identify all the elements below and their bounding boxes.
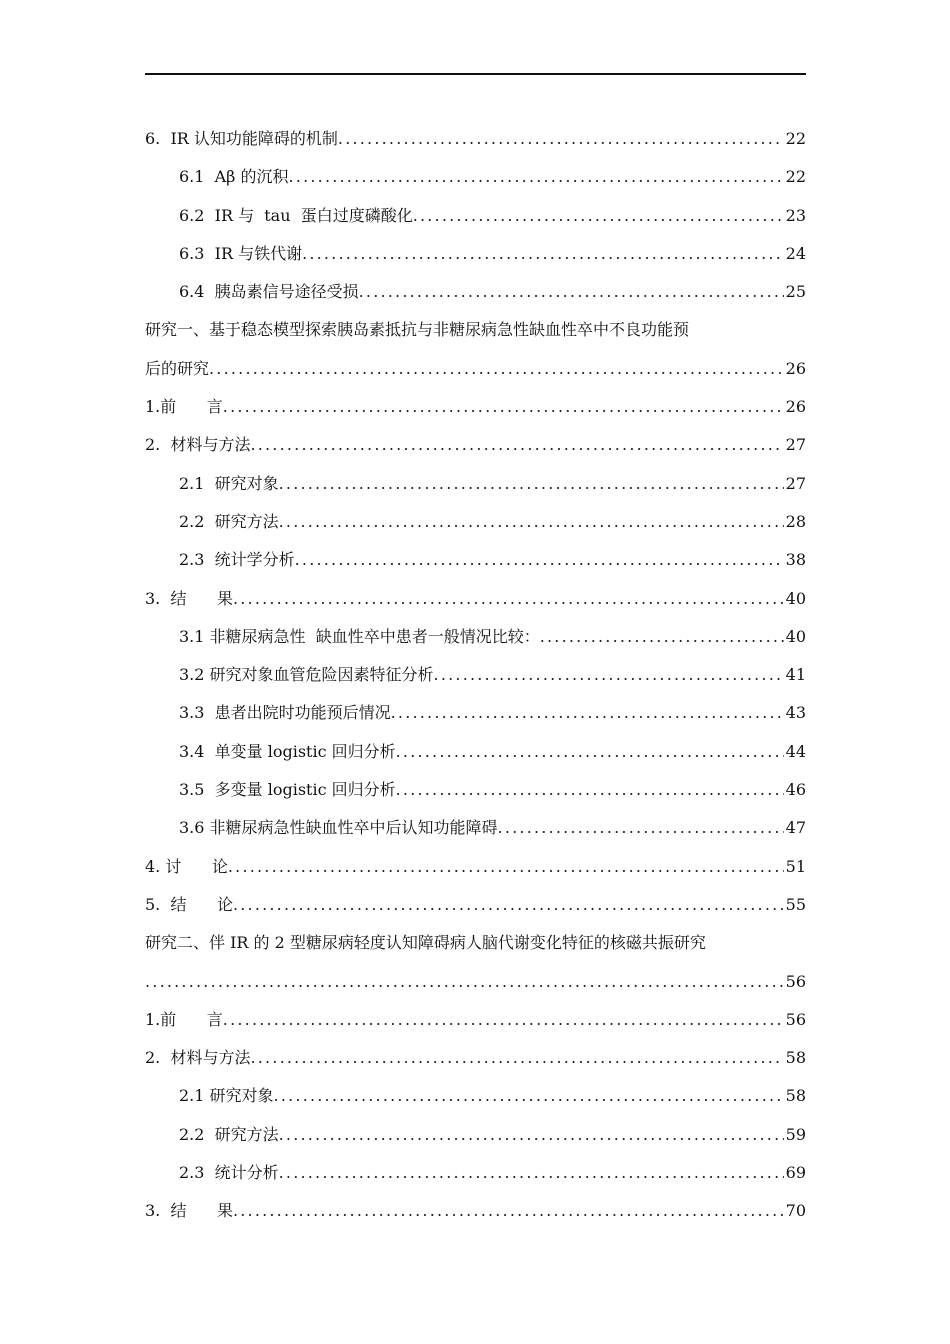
toc-entry: [145, 197, 806, 235]
toc-leader-dots: [434, 656, 784, 694]
toc-entry: [145, 350, 806, 388]
toc-entry-title: 3. 结 果: [145, 588, 233, 608]
toc-entry-page: 40: [785, 588, 806, 608]
toc-entry: [145, 809, 806, 847]
toc-leader-dots: [302, 235, 784, 273]
toc-entry: [145, 1192, 806, 1230]
toc-entry: [145, 1039, 806, 1077]
toc-entry-page: 59: [785, 1124, 806, 1144]
toc-entry-heading-line1: [145, 924, 806, 962]
toc-entry-title: 6.1 Aβ 的沉积: [179, 167, 289, 187]
toc-entry: [145, 273, 806, 311]
toc-entry-title: 2.2 研究方法: [179, 511, 279, 531]
toc-entry-page: 24: [785, 243, 806, 263]
toc-entry-page: 27: [785, 473, 806, 493]
toc-entry-page: 27: [785, 435, 806, 455]
toc-leader-dots: [228, 848, 784, 886]
toc-entry-title: 2.3 统计学分析: [179, 550, 295, 570]
toc-entry: [145, 158, 806, 196]
toc-entry-page: 55: [785, 894, 806, 914]
toc-entry: [145, 771, 806, 809]
table-of-contents: [145, 120, 806, 1231]
toc-entry-title: 2.1 研究对象: [179, 473, 279, 493]
toc-entry: [145, 733, 806, 771]
toc-entry-page: 23: [785, 205, 806, 225]
toc-leader-dots: [338, 120, 784, 158]
toc-entry-page: 58: [785, 1048, 806, 1068]
toc-entry-page: 43: [785, 703, 806, 723]
toc-entry-title: 3.3 患者出院时功能预后情况: [179, 703, 391, 723]
toc-entry-title: 6.2 IR 与 tau 蛋白过度磷酸化: [179, 205, 413, 225]
toc-entry-page: 28: [785, 511, 806, 531]
toc-entry-page: 56: [785, 971, 806, 991]
toc-entry: [145, 1001, 806, 1039]
toc-entry-title: 5. 结 论: [145, 894, 233, 914]
toc-entry-heading-line1: [145, 311, 806, 349]
toc-entry: [145, 886, 806, 924]
toc-entry-page: 38: [785, 550, 806, 570]
toc-entry: [145, 1154, 806, 1192]
toc-leader-dots: [223, 1001, 784, 1039]
toc-entry-page: 56: [785, 1009, 806, 1029]
toc-leader-dots: [233, 580, 784, 618]
toc-entry-title: 4. 讨 论: [145, 856, 228, 876]
toc-leader-dots: [279, 465, 784, 503]
toc-entry-title: 2. 材料与方法: [145, 1048, 251, 1068]
toc-entry: [145, 694, 806, 732]
toc-entry-page: 40: [785, 626, 806, 646]
toc-entry: [145, 1116, 806, 1154]
toc-entry: [145, 656, 806, 694]
toc-entry: [145, 1077, 806, 1115]
toc-entry-page: 26: [785, 358, 806, 378]
toc-entry: [145, 848, 806, 886]
toc-entry: [145, 120, 806, 158]
toc-leader-dots: [498, 809, 784, 847]
toc-entry: [145, 235, 806, 273]
toc-entry: [145, 580, 806, 618]
toc-entry: [145, 503, 806, 541]
toc-entry-page: 47: [785, 818, 806, 838]
toc-leader-dots: [274, 1077, 784, 1115]
toc-entry: [145, 426, 806, 464]
toc-entry-title: 3.5 多变量 logistic 回归分析: [179, 780, 396, 800]
toc-leader-dots: [250, 1039, 783, 1077]
toc-entry-title: 3.4 单变量 logistic 回归分析: [179, 741, 396, 761]
toc-entry-title-line1: 研究二、伴 IR 的 2 型糖尿病轻度认知障碍病人脑代谢变化特征的核磁共振研究: [145, 933, 706, 953]
toc-leader-dots: [279, 503, 784, 541]
toc-entry-title: 1.前 言: [145, 397, 223, 417]
toc-entry: [145, 618, 806, 656]
toc-entry-title: 2.1 研究对象: [179, 1086, 274, 1106]
toc-entry-page: 41: [785, 665, 806, 685]
toc-leader-dots: [145, 963, 784, 1001]
toc-leader-dots: [396, 733, 784, 771]
toc-leader-dots: [391, 694, 784, 732]
toc-entry-title-line1: 研究一、基于稳态模型探索胰岛素抵抗与非糖尿病急性缺血性卒中不良功能预: [145, 320, 690, 340]
toc-leader-dots: [359, 273, 784, 311]
toc-entry-title: 6.3 IR 与铁代谢: [179, 243, 303, 263]
toc-entry-title: 3.6 非糖尿病急性缺血性卒中后认知功能障碍: [179, 818, 498, 838]
toc-entry-page: 44: [785, 741, 806, 761]
toc-leader-dots: [540, 618, 784, 656]
toc-entry-title: 3. 结 果: [145, 1201, 233, 1221]
toc-entry: [145, 465, 806, 503]
toc-leader-dots: [233, 1192, 784, 1230]
toc-entry-page: 22: [785, 167, 806, 187]
toc-entry-page: 26: [785, 397, 806, 417]
toc-leader-dots: [250, 426, 783, 464]
toc-entry-page: 22: [785, 129, 806, 148]
toc-leader-dots: [289, 158, 784, 196]
toc-entry-title: 1.前 言: [145, 1009, 223, 1029]
toc-entry-page: 70: [785, 1201, 806, 1221]
toc-leader-dots: [223, 388, 784, 426]
toc-entry-page: 25: [785, 282, 806, 302]
toc-entry-page: 51: [785, 856, 806, 876]
toc-entry: [145, 388, 806, 426]
toc-leader-dots: [233, 886, 784, 924]
toc-leader-dots: [279, 1154, 784, 1192]
toc-leader-dots: [396, 771, 784, 809]
toc-leader-dots: [295, 541, 784, 579]
toc-entry: [145, 541, 806, 579]
toc-entry-title: 3.1 非糖尿病急性 缺血性卒中患者一般情况比较：: [179, 626, 540, 646]
toc-entry-title: 3.2 研究对象血管危险因素特征分析: [179, 665, 434, 685]
header-rule: [145, 73, 806, 75]
toc-entry-page: 58: [785, 1086, 806, 1106]
toc-entry-title: 6. IR 认知功能障碍的机制: [145, 129, 338, 148]
toc-entry: [145, 963, 806, 1001]
toc-entry-page: 46: [785, 780, 806, 800]
toc-entry-title: 2.3 统计分析: [179, 1163, 279, 1183]
toc-leader-dots: [209, 350, 784, 388]
toc-leader-dots: [279, 1116, 784, 1154]
toc-entry-title: 2.2 研究方法: [179, 1124, 279, 1144]
toc-leader-dots: [413, 197, 784, 235]
toc-entry-title: 2. 材料与方法: [145, 435, 251, 455]
toc-entry-page: 69: [785, 1163, 806, 1183]
toc-entry-title: 后的研究: [145, 358, 210, 378]
toc-entry-title: 6.4 胰岛素信号途径受损: [179, 282, 359, 302]
